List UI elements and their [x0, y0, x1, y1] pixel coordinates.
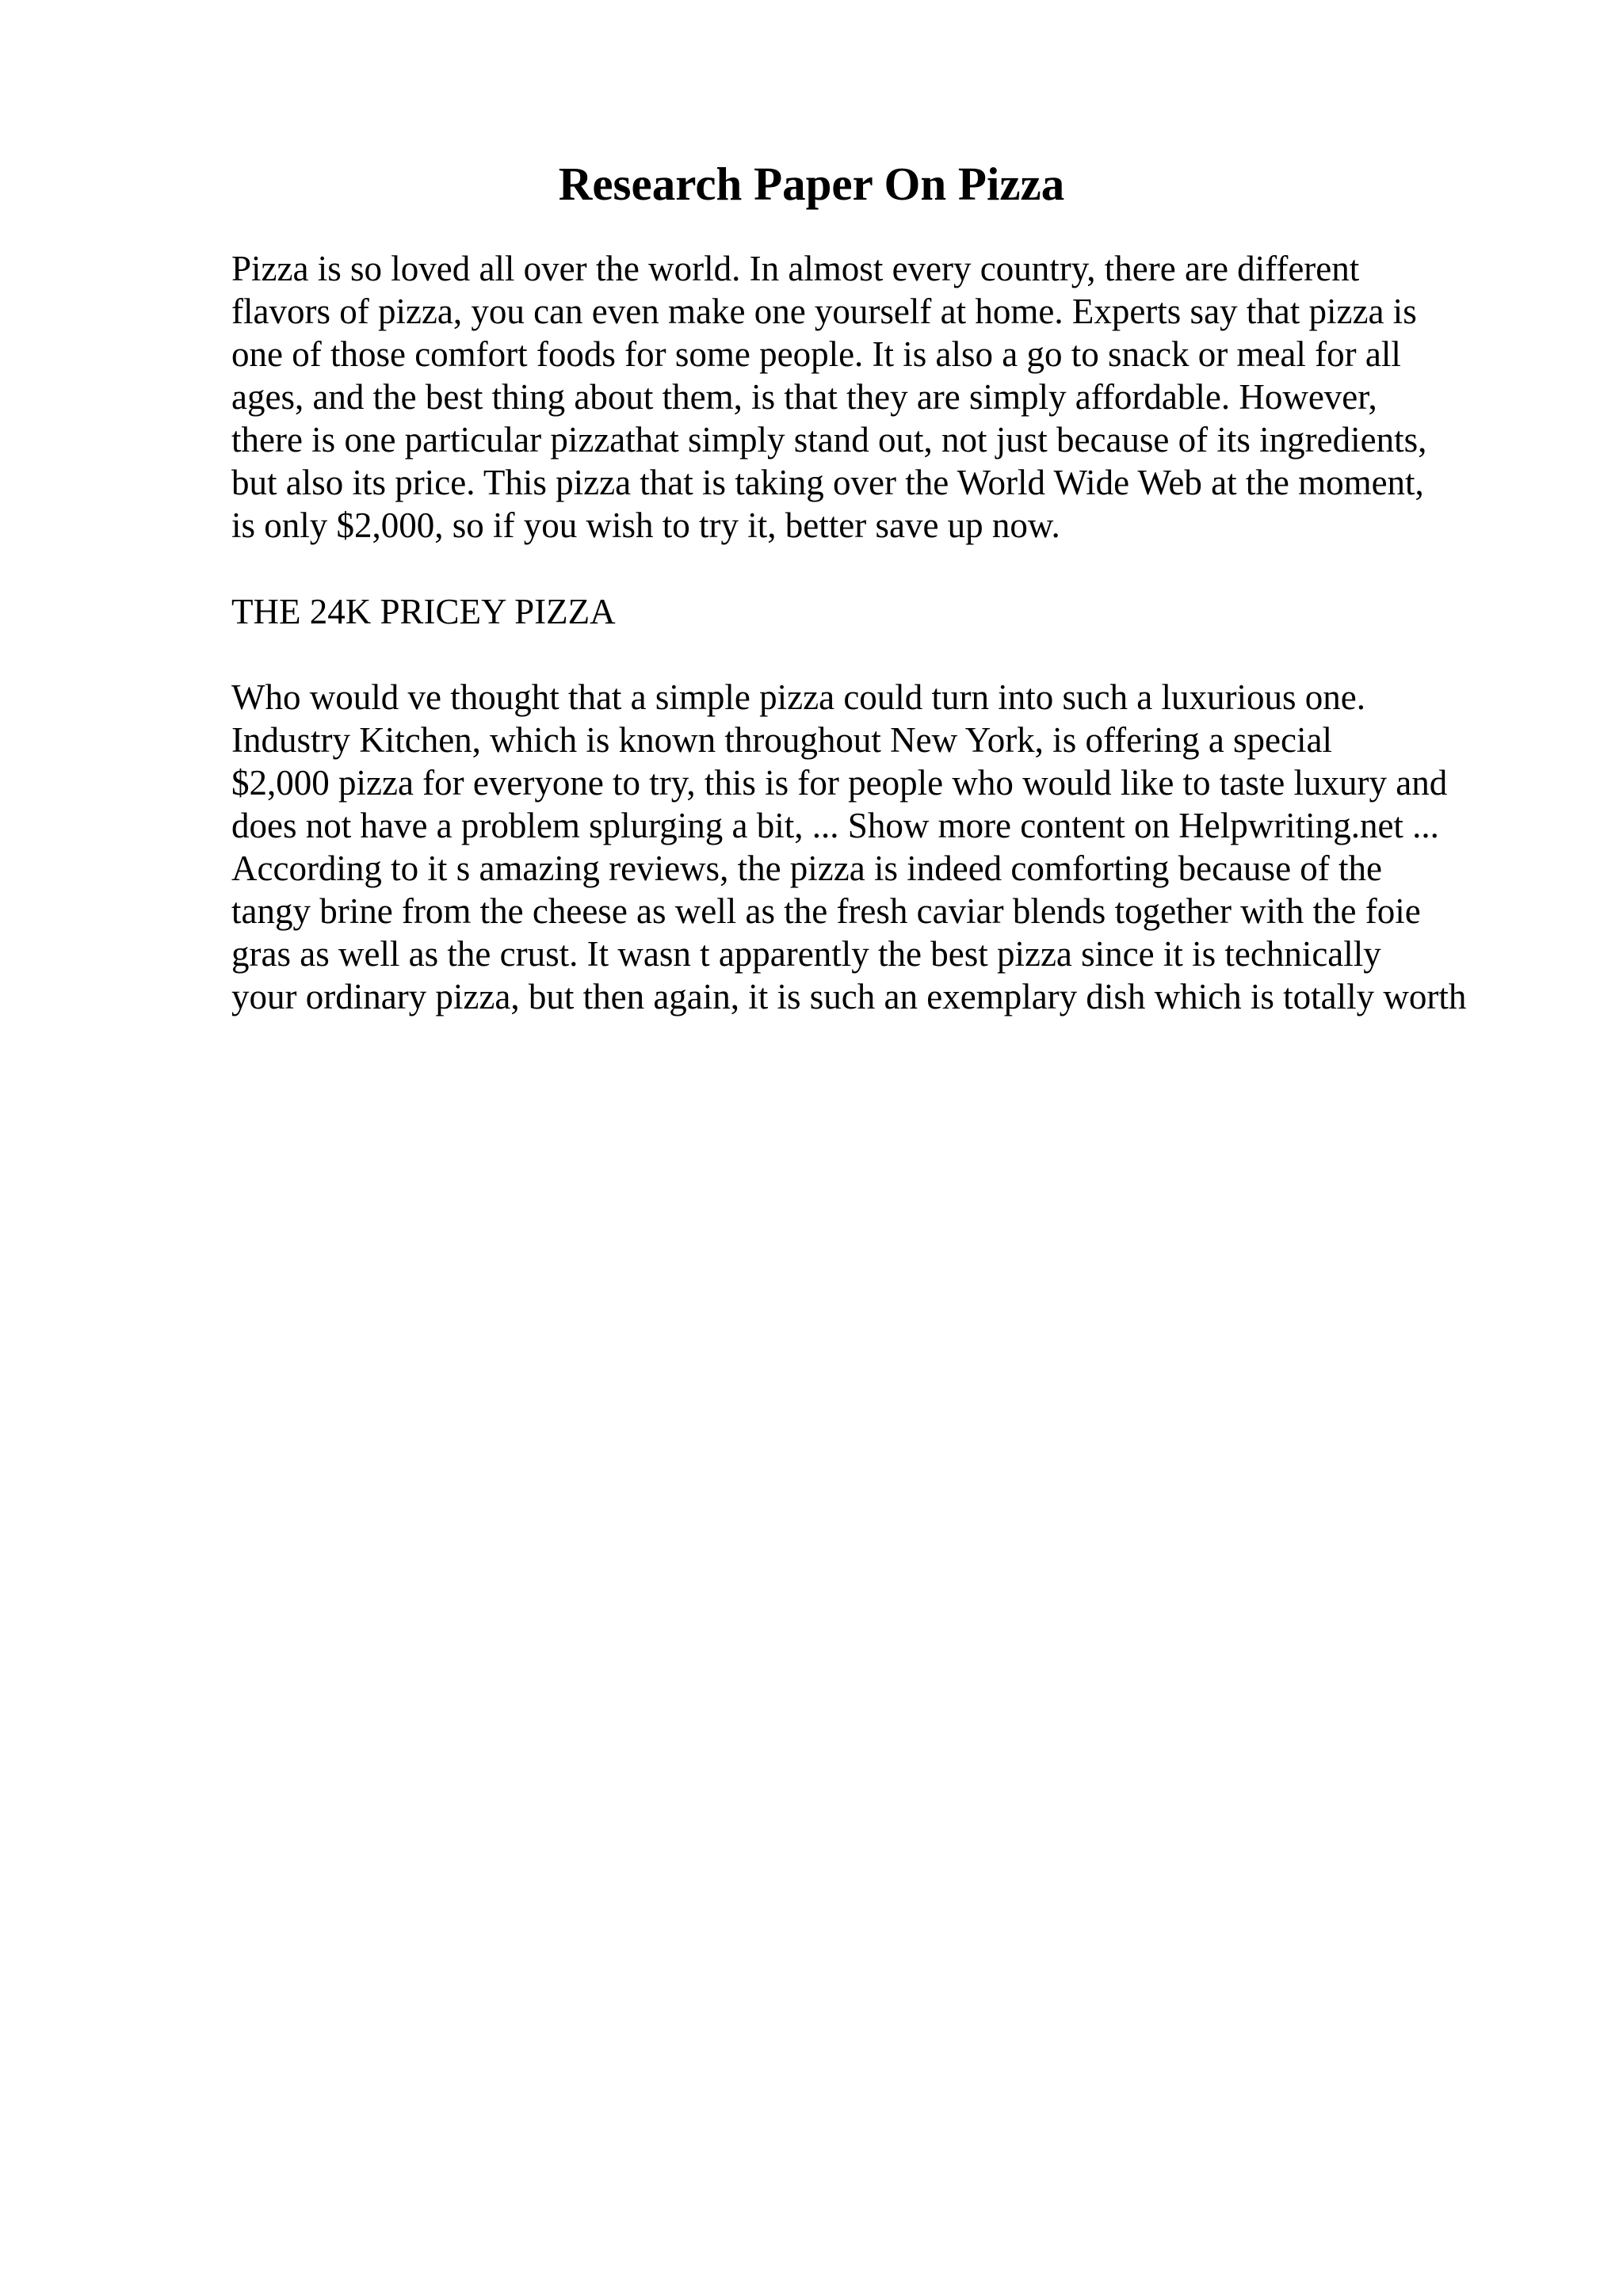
paragraph-line: Industry Kitchen, which is known throughout New York, is offering a special	[231, 720, 1332, 760]
paragraph-line: your ordinary pizza, but then again, it is such an exemplary dish which is totally worth	[231, 977, 1467, 1016]
paragraph-line: one of those comfort foods for some people. It is also a go to snack or meal for all	[231, 334, 1401, 374]
body-paragraph	[231, 676, 1531, 1018]
paragraph-line: Who would ve thought that a simple pizza could turn into such a luxurious one.	[231, 677, 1365, 717]
paragraph-line: tangy brine from the cheese as well as the fresh caviar blends together with the foie	[231, 891, 1421, 931]
paragraph-line: According to it s amazing reviews, the pizza is indeed comforting because of the	[231, 849, 1382, 888]
paragraph-line: there is one particular pizzathat simply stand out, not just because of its ingredients,	[231, 420, 1427, 460]
section-heading: THE 24K PRICEY PIZZA	[231, 592, 616, 631]
intro-paragraph	[231, 247, 1531, 547]
paragraph-line: Pizza is so loved all over the world. In almost every country, there are different	[231, 249, 1360, 288]
page-title: Research Paper On Pizza	[558, 158, 1065, 210]
paragraph-line: but also its price. This pizza that is taking over the World Wide Web at the moment,	[231, 463, 1424, 502]
paragraph-line: does not have a problem splurging a bit, ... Show more content on Helpwriting.net ...	[231, 806, 1439, 845]
paragraph-line: is only $2,000, so if you wish to try it, better save up now.	[231, 505, 1060, 545]
paragraph-line: flavors of pizza, you can even make one yourself at home. Experts say that pizza is	[231, 292, 1417, 331]
paragraph-line: $2,000 pizza for everyone to try, this is for people who would like to taste luxury and	[231, 763, 1448, 803]
paragraph-line: gras as well as the crust. It wasn t apparently the best pizza since it is technically	[231, 934, 1381, 974]
paragraph-line: ages, and the best thing about them, is that they are simply affordable. However,	[231, 377, 1377, 417]
